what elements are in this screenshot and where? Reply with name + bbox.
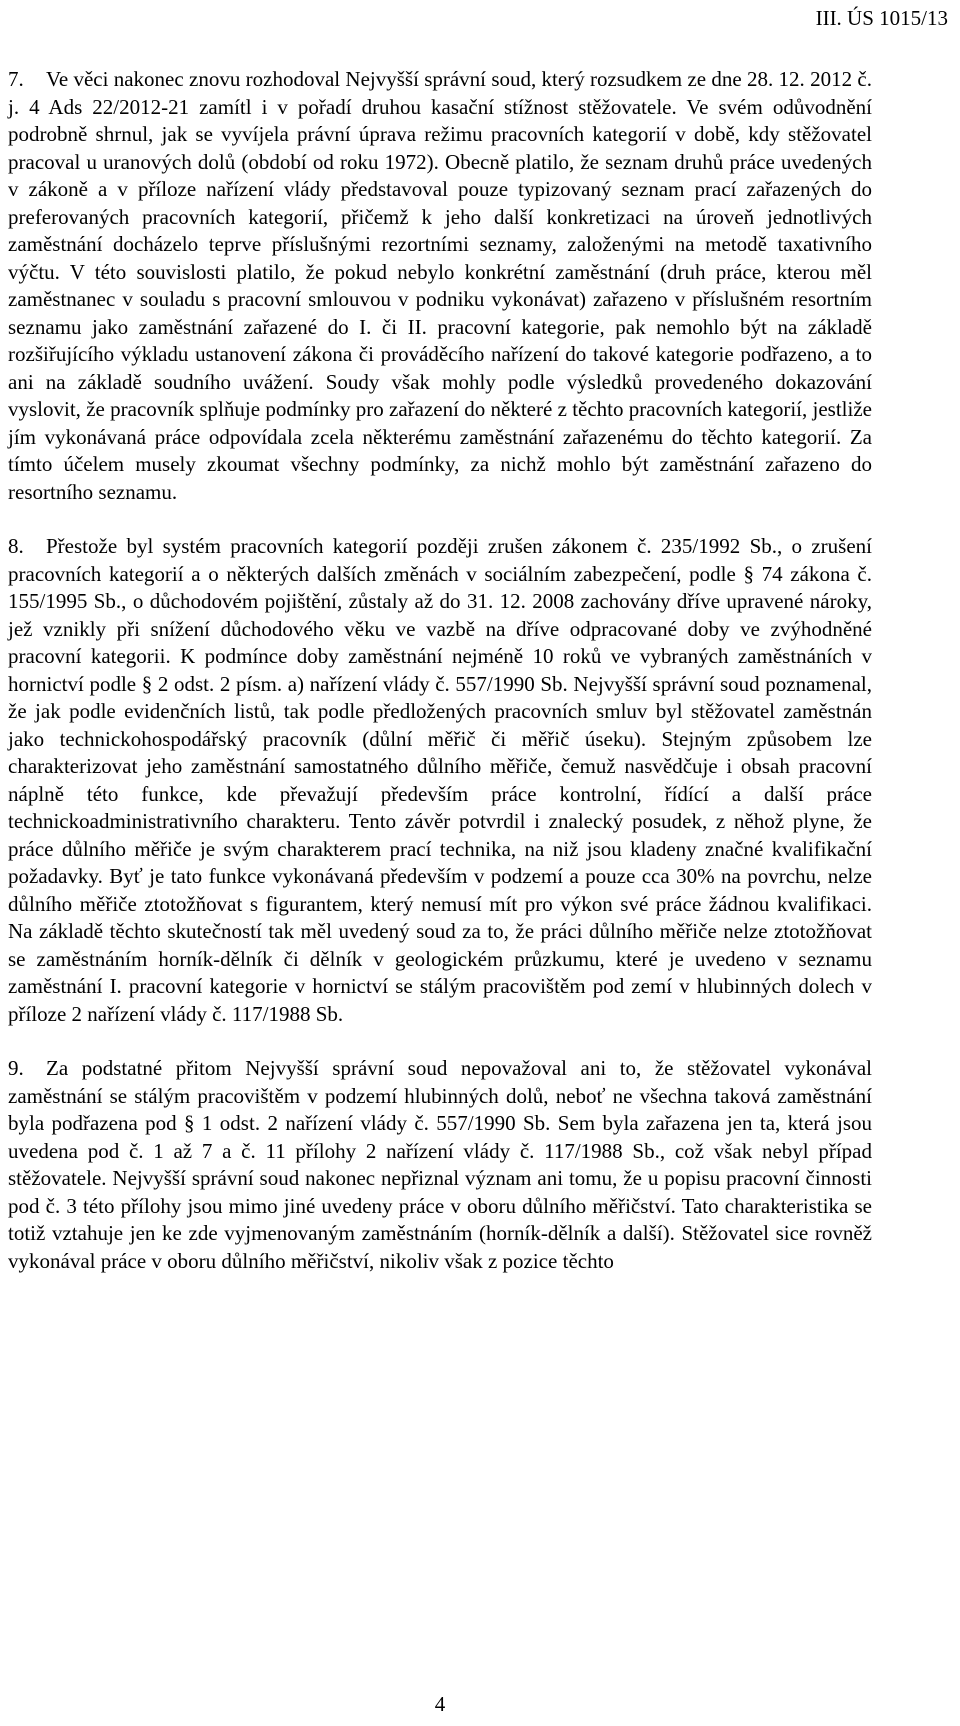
paragraph-text: Za podstatné přitom Nejvyšší správní soud nepovažoval ani to, že stěžovatel vykonával zaměstnání se stálým pracovištěm v podzemí hlubinných dolů, neboť ne všechna taková zaměstnání byla podřazena pod § 1 odst. 2 nařízení vlády č. 557/1990 Sb. Sem byla zařazena jen ta, která jsou uvedena pod č. 1 až 7 a č. 11 přílohy 2 nařízení vlády č. 117/1988 Sb., což však nebyl případ stěžovatele. Nejvyšší správní soud nakonec nepřiznal význam ani tomu, že u popisu pracovní činnosti pod č. 3 této přílohy jsou mimo jiné uvedeny práce v oboru důlního měřičství. Tato charakteristika se totiž vztahuje jen ke zde vyjmenovaným zaměstnáním (horník-dělník a další). Stěžovatel sice rovněž vykonával práce v oboru důlního měřičství, nikoliv však z pozice těchto: [8, 1056, 872, 1273]
paragraph-9: [8, 1055, 872, 1275]
paragraph-7: [8, 66, 872, 506]
paragraph-text: Ve věci nakonec znovu rozhodoval Nejvyšší správní soud, který rozsudkem ze dne 28. 12. 2012 č. j. 4 Ads 22/2012-21 zamítl i v pořadí druhou kasační stížnost stěžovatele. Ve svém odůvodnění podrobně shrnul, jak se vyvíjela právní úprava režimu pracovních kategorií v době, kdy stěžovatel pracoval u uranových dolů (období od roku 1972). Obecně platilo, že seznam druhů práce uvedených v zákoně a v příloze nařízení vlády představoval pouze typizovaný seznam prací zařazených do preferovaných pracovních kategorií, přičemž k jeho další konkretizaci na úroveň jednotlivých zaměstnání docházelo teprve příslušnými rezortními seznamy, založenými na metodě taxativního výčtu. V této souvislosti platilo, že pokud nebylo konkrétní zaměstnání (druh práce, kterou měl zaměstnanec v souladu s pracovní smlouvou v podniku vykonávat) zařazeno v příslušném resortním seznamu jako zaměstnání zařazené do I. či II. pracovní kategorie, pak nemohlo být na základě rozšiřujícího výkladu ustanovení zákona či prováděcího nařízení do takové kategorie podřazeno, a to ani na základě soudního uvážení. Soudy však mohly podle výsledků provedeného dokazování vyslovit, že pracovník splňuje podmínky pro zařazení do některé z těchto pracovních kategorií, jestliže jím vykonávaná práce odpovídala zcela některému zaměstnání zařazenému do těchto kategorií. Za tímto účelem musely zkoumat všechny podmínky, za nichž mohlo být zaměstnání zařazeno do resortního seznamu.: [8, 67, 872, 504]
paragraph-number: 7.: [8, 67, 24, 91]
paragraph-number: 8.: [8, 534, 24, 558]
paragraph-text: Přestože byl systém pracovních kategorií později zrušen zákonem č. 235/1992 Sb., o zrušení pracovních kategorií a o některých dalších změnách v sociálním zabezpečení, podle § 74 zákona č. 155/1995 Sb., o důchodovém pojištění, zůstaly až do 31. 12. 2008 zachovány dříve upravené nároky, jež vznikly při snížení důchodového věku ve vazbě na dříve odpracované doby ve zvýhodněné pracovní kategorii. K podmínce doby zaměstnání nejméně 10 roků ve vybraných zaměstnáních v hornictví podle § 2 odst. 2 písm. a) nařízení vlády č. 557/1990 Sb. Nejvyšší správní soud poznamenal, že jak podle evidenčních listů, tak podle předložených pracovních smluv byl stěžovatel zaměstnán jako technickohospodářský pracovník (důlní měřič či měřič úseku). Stejným způsobem lze charakterizovat jeho zaměstnání samostatného důlního měřiče, čemuž nasvědčuje i obsah pracovní náplně této funkce, kde převažují především práce kontrolní, řídící a další práce technickoadministrativního charakteru. Tento závěr potvrdil i znalecký posudek, z něhož plyne, že práce důlního měřiče je svým charakterem prací technika, na niž jsou kladeny značné kvalifikační požadavky. Byť je tato funkce vykonávaná především v podzemí a pouze cca 30% na povrchu, nelze důlního měřiče ztotožňovat s figurantem, který nemusí mít pro výkon své práce žádnou kvalifikaci. Na základě těchto skutečností tak měl uvedený soud za to, že práci důlního měřiče nelze ztotožňovat se zaměstnáním horník-dělník či dělník v geologickém průzkumu, které je uvedeno v seznamu zaměstnání I. pracovní kategorie v hornictví se stálým pracovištěm pod zemí v hlubinných dolech v příloze 2 nařízení vlády č. 117/1988 Sb.: [8, 534, 872, 1026]
paragraph-8: [8, 533, 872, 1028]
document-body: [8, 66, 872, 1275]
page-number: 4: [434, 1692, 446, 1716]
case-number-header: III. ÚS 1015/13: [815, 6, 948, 30]
paragraph-number: 9.: [8, 1056, 24, 1080]
